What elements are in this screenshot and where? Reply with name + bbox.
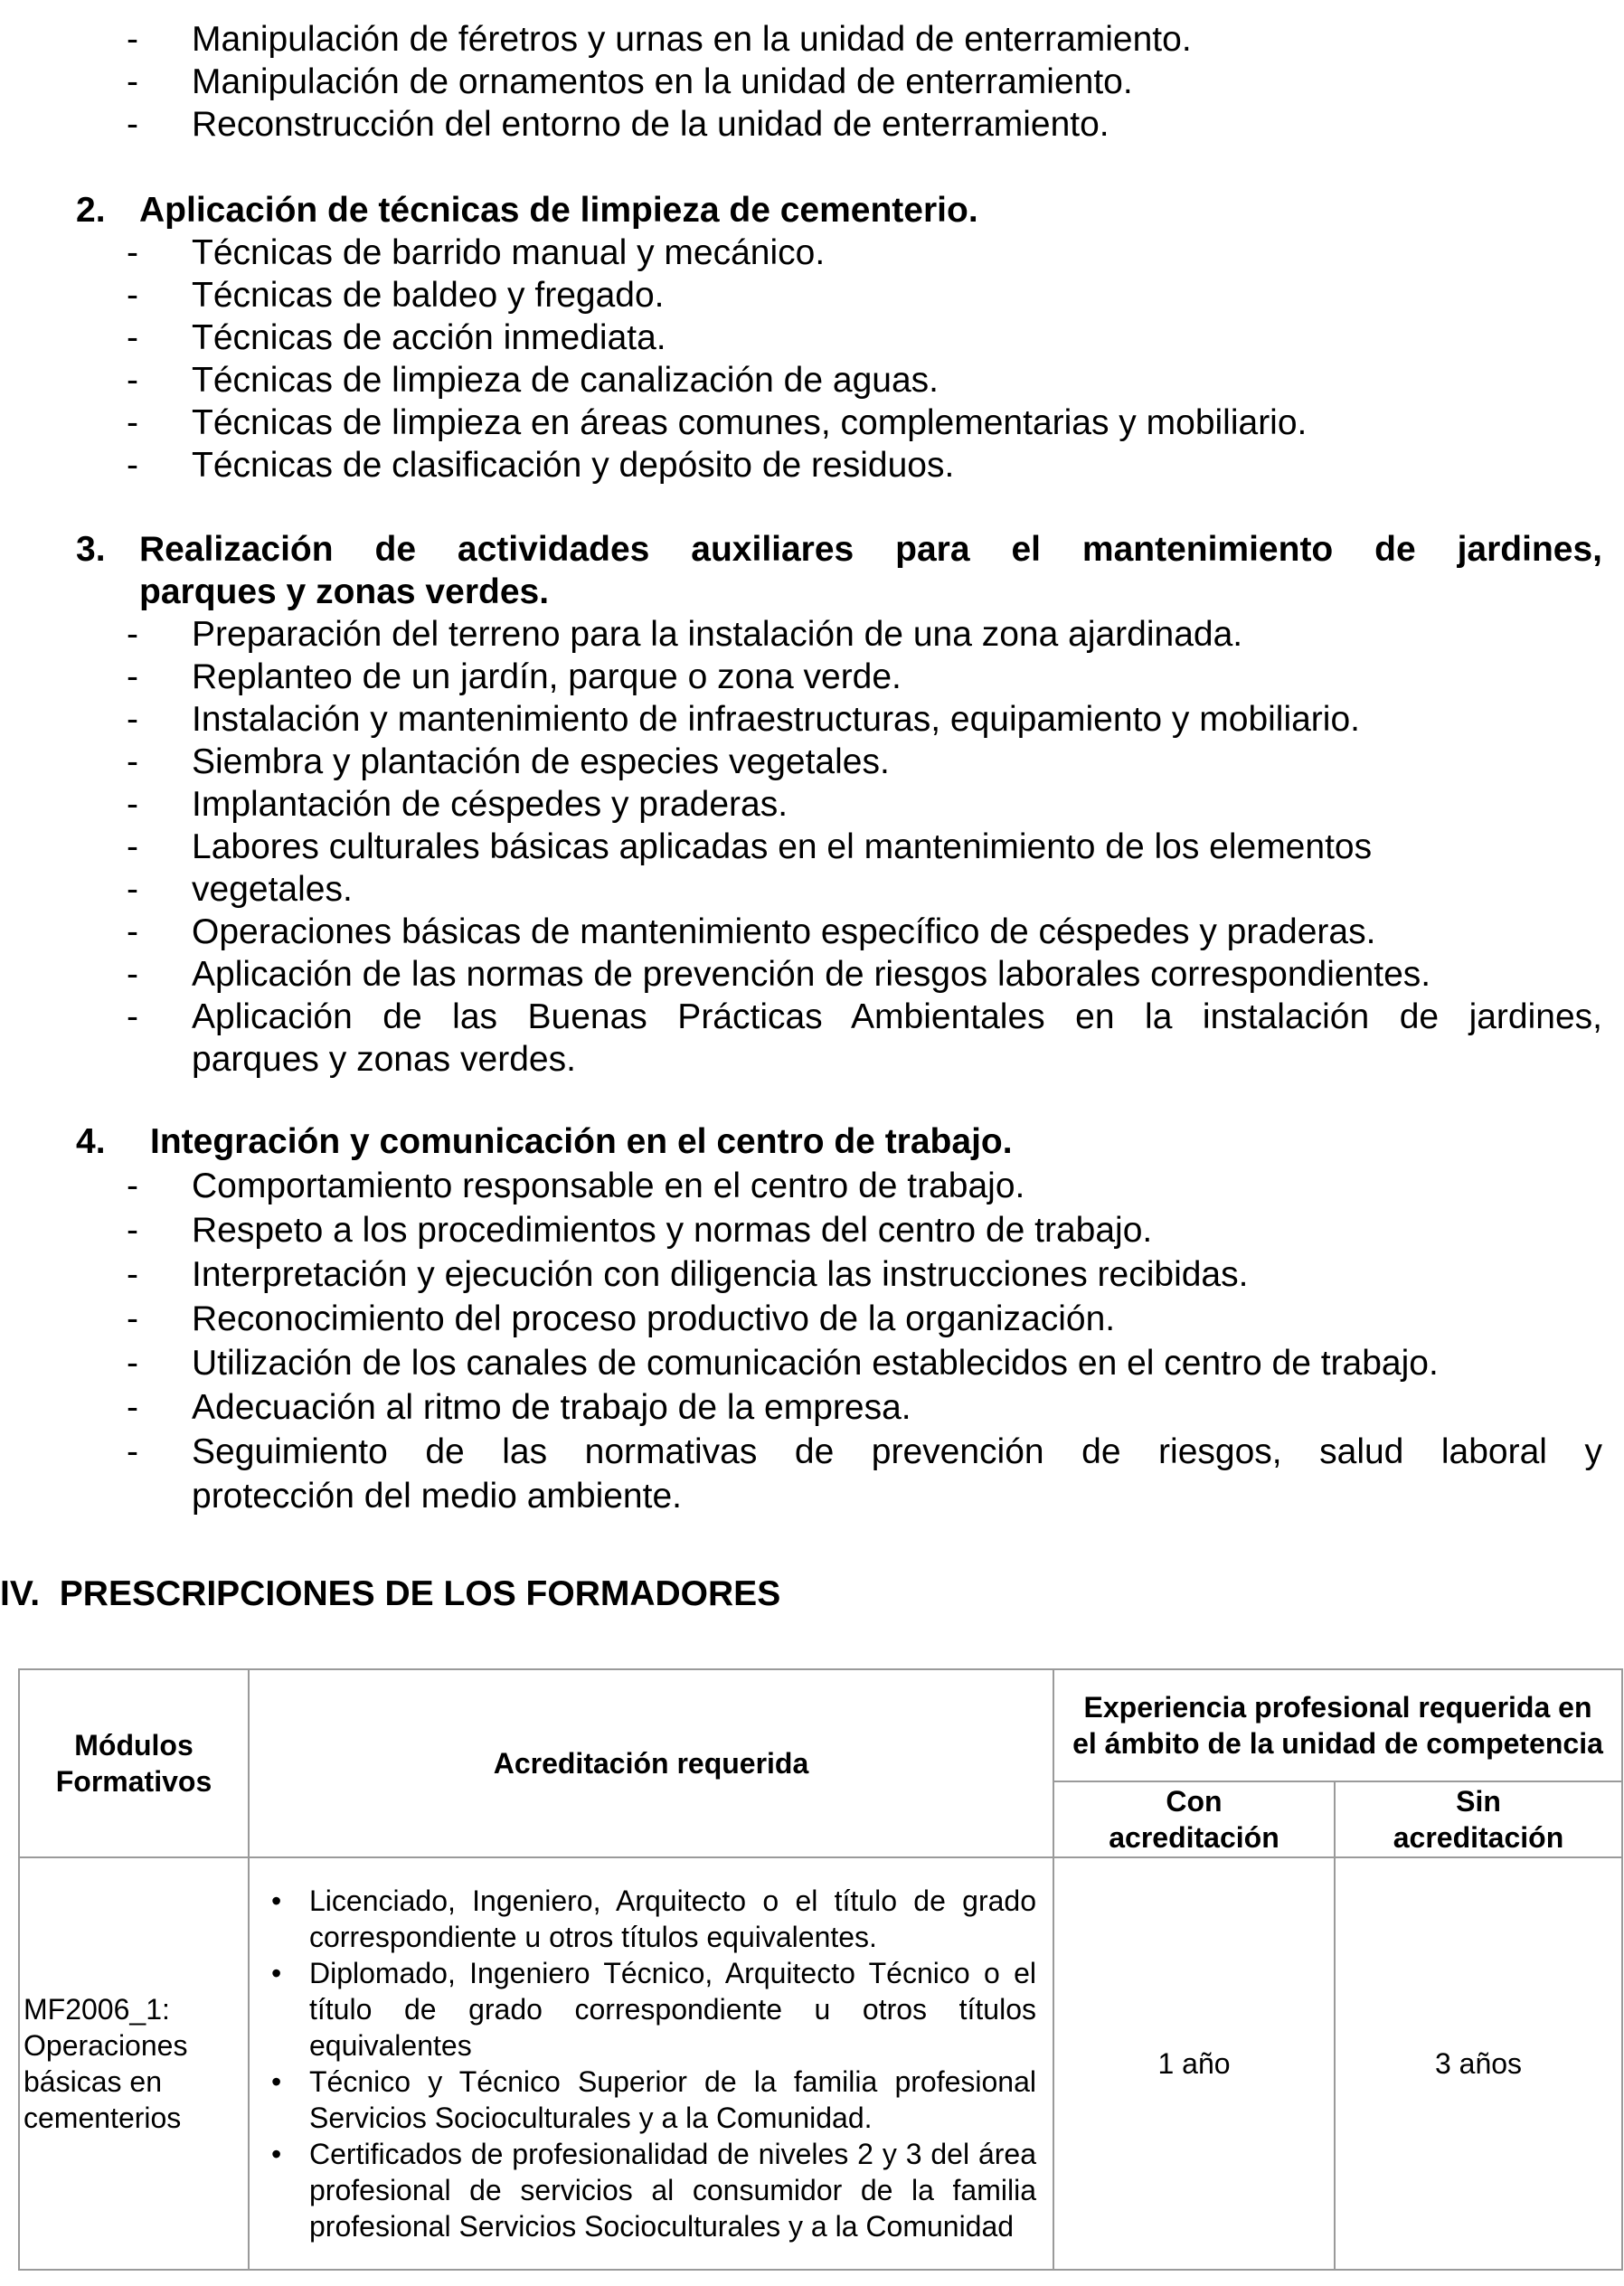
bullet: • [271,1957,282,1989]
header-experiencia: Experiencia profesional requerida en el ámbito de la unidad de competencia [1053,1669,1622,1781]
section-title: Aplicación de técnicas de limpieza de cementerio. [139,191,978,230]
list-item: vegetales. [192,870,353,909]
list-item: Respeto a los procedimientos y normas del centro de trabajo. [192,1211,1153,1250]
header-acreditacion: Acreditación requerida [249,1669,1053,1857]
list-item: Utilización de los canales de comunicación establecidos en el centro de trabajo. [192,1344,1439,1383]
list-dash: - [127,403,138,442]
list-dash: - [127,742,138,781]
section-title: Realización de actividades auxiliares para el mantenimiento de jardines, [139,530,1602,569]
table-row [19,1857,1622,2270]
list-item: • Licenciado, Ingeniero, Arquitecto o el título de grado correspondiente u otros títulos equivalentes. [271,1885,1036,1953]
list-item: Técnicas de acción inmediata. [192,318,666,357]
list-dash: - [127,1344,138,1383]
list-item: Operaciones básicas de mantenimiento específico de céspedes y praderas. [192,912,1376,951]
list-dash: - [127,1432,138,1471]
list-dash: - [127,20,138,59]
list-item: Técnicas de baldeo y fregado. [192,276,665,315]
acreditacion-list [250,1883,1053,2244]
heading-number: IV. [0,1574,41,1613]
section-title: Integración y comunicación en el centro de trabajo. [150,1122,1013,1161]
list-dash: - [127,318,138,357]
cell-modulo [19,1857,249,2270]
list-item: Preparación del terreno para la instalación de una zona ajardinada. [192,615,1243,654]
list-item: Reconstrucción del entorno de la unidad de enterramiento. [192,105,1109,144]
cell-sin-acreditacion: 3 años [1335,1857,1622,2270]
header-modulos: Módulos Formativos [19,1669,249,1857]
list-dash: - [127,870,138,909]
list-dash: - [127,700,138,739]
header-con-acreditacion: Con acreditación [1053,1781,1335,1857]
list-dash: - [127,912,138,951]
cell-con-acreditacion: 1 año [1053,1857,1335,2270]
list-item: Implantación de céspedes y praderas. [192,785,788,824]
list-item: Labores culturales básicas aplicadas en el mantenimiento de los elementos [192,827,1373,866]
bullet: • [271,1885,282,1917]
list-dash: - [127,233,138,272]
list-item: Interpretación y ejecución con diligencia las instrucciones recibidas. [192,1255,1249,1294]
heading-title: PRESCRIPCIONES DE LOS FORMADORES [59,1574,781,1613]
list-item: Técnicas de limpieza en áreas comunes, complementarias y mobiliario. [192,403,1308,442]
list-item: • Certificados de profesionalidad de niveles 2 y 3 del área profesional de servicios al consumidor de la familia profesional Servicios Socioculturales y a la Comunidad [271,2138,1036,2243]
bullet: • [271,2138,282,2170]
section-number: 3. [76,530,106,569]
list-item: Aplicación de las normas de prevención de riesgos laborales correspondientes. [192,955,1431,994]
section-heading [0,1572,780,1617]
list-item: Seguimiento de las normativas de prevención de riesgos, salud laboral y [192,1432,1602,1471]
list-item: Adecuación al ritmo de trabajo de la empresa. [192,1388,911,1427]
list-item: Técnicas de limpieza de canalización de aguas. [192,361,939,400]
list-item: Replanteo de un jardín, parque o zona verde. [192,657,902,696]
list-item: Manipulación de ornamentos en la unidad de enterramiento. [192,62,1133,101]
table-header-row [19,1669,1622,1781]
list-item: Aplicación de las Buenas Prácticas Ambientales en la instalación de jardines, [192,997,1602,1036]
section-title-continued: parques y zonas verdes. [139,572,550,611]
list-item: Manipulación de féretros y urnas en la unidad de enterramiento. [192,20,1192,59]
list-item: • Diplomado, Ingeniero Técnico, Arquitecto Técnico o el título de grado correspondiente u otros títulos equivalentes [271,1957,1036,2062]
list-item: Técnicas de clasificación y depósito de residuos. [192,446,955,485]
list-item: Técnicas de barrido manual y mecánico. [192,233,826,272]
list-dash: - [127,785,138,824]
list-item: • Técnico y Técnico Superior de la familia profesional Servicios Socioculturales y a la Comunidad. [271,2065,1036,2134]
trainers-table [18,1668,1623,2271]
list-item: Reconocimiento del proceso productivo de la organización. [192,1299,1116,1338]
list-dash: - [127,657,138,696]
modulo-text: MF2006_1: Operaciones básicas en cementerios [24,1993,188,2134]
list-dash: - [127,1255,138,1294]
list-dash: - [127,361,138,400]
list-dash: - [127,62,138,101]
list-dash: - [127,1299,138,1338]
list-dash: - [127,955,138,994]
section-number: 4. [76,1122,106,1161]
list-dash: - [127,446,138,485]
list-item: Instalación y mantenimiento de infraestructuras, equipamiento y mobiliario. [192,700,1360,739]
list-item: Siembra y plantación de especies vegetales. [192,742,890,781]
list-item-continued: protección del medio ambiente. [192,1477,682,1516]
cell-acreditacion [249,1857,1053,2270]
list-dash: - [127,276,138,315]
list-dash: - [127,1388,138,1427]
section-number: 2. [76,191,106,230]
list-dash: - [127,1167,138,1205]
list-dash: - [127,105,138,144]
list-dash: - [127,615,138,654]
list-dash: - [127,997,138,1036]
list-item: Comportamiento responsable en el centro de trabajo. [192,1167,1025,1205]
list-dash: - [127,827,138,866]
bullet: • [271,2065,282,2098]
list-item-continued: parques y zonas verdes. [192,1040,576,1079]
header-sin-acreditacion: Sin acreditación [1335,1781,1622,1857]
list-dash: - [127,1211,138,1250]
